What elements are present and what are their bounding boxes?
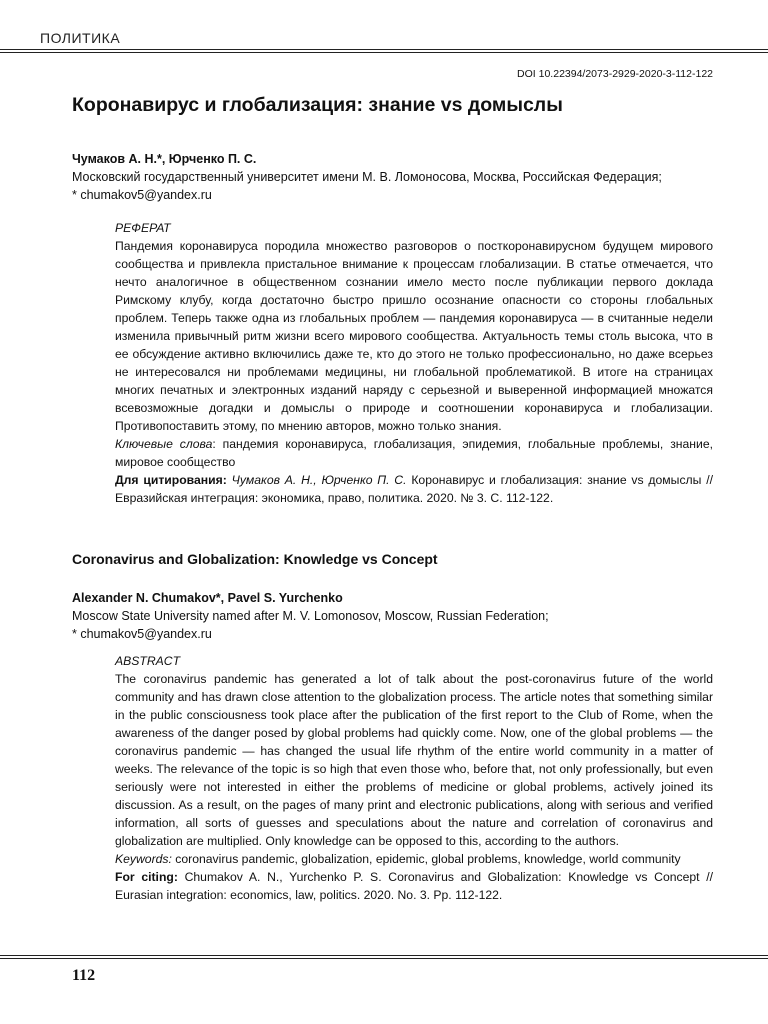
authors-ru: Чумаков А. Н.*, Юрченко П. С.: [72, 152, 257, 166]
section-label: ПОЛИТИКА: [40, 30, 121, 46]
keywords-ru: [115, 435, 713, 471]
authors-block-en: [72, 589, 713, 643]
authors-en: Alexander N. Chumakov*, Pavel S. Yurchenko: [72, 591, 343, 605]
footer-rule-secondary: [0, 958, 768, 959]
abstract-heading-ru: РЕФЕРАТ: [115, 221, 171, 235]
citation-authors-ru: Чумаков А. Н., Юрченко П. С.: [231, 473, 407, 487]
abstract-ru: [115, 219, 713, 507]
keywords-text-en: coronavirus pandemic, globalization, epidemic, global problems, knowledge, world community: [171, 852, 681, 866]
page-number: 112: [72, 967, 96, 984]
footer-rule: [0, 955, 768, 956]
keywords-text-ru: : пандемия коронавируса, глобализация, эпидемия, глобальные проблемы, знание, мировое сообщество: [115, 437, 713, 469]
header-rule-secondary: [0, 52, 768, 53]
affiliation-en: Moscow State University named after M. V. Lomonosov, Moscow, Russian Federation;: [72, 609, 549, 623]
abstract-body-ru: Пандемия коронавируса породила множество разговоров о посткоронавирусном будущем мирового сообщества и привлекла пристальное внимание к процессам глобализации. В статье отмечается, что нечто аналогичное в общественном сознании имело место после публикации первого доклада Римскому клубу, когда достаточно быстро пришло осознание опасности со стороны глобальных проблем. Теперь также одна из глобальных проблем — пандемия коронавируса — в считанные недели изменила привычный ритм жизни всего мирового сообщества. Актуальность темы столь высока, что в ее обсуждение активно включились даже те, кто до этого не только профессионально, но даже всерьез не интересовался ни проблемами медицины, ни глобальной проблематикой. В итоге на страницах многих печатных и электронных изданий наряду с серьезной и выверенной информацией множатся всевозможные догадки и домыслы о природе и соотношении коронавируса и глобализации. Противопоставить этому, по мнению авторов, можно только знания.: [115, 239, 713, 433]
abstract-en: [115, 652, 713, 904]
citation-text-ru: Коронавирус и глобализация: знание vs домыслы // Евразийская интеграция: экономика, право, политика. 2020. № 3. С. 112-122.: [115, 473, 713, 505]
affiliation-ru: Московский государственный университет имени М. В. Ломоносова, Москва, Российская Федерация;: [72, 170, 662, 184]
abstract-body-en: The coronavirus pandemic has generated a lot of talk about the post-coronavirus future of the world community and has drawn close attention to the globalization process. The article notes that something similar in the public consciousness took place after the publication of the first report to the Club of Rome, when the awareness of the danger posed by global problems had quickly come. Now, one of the global problems — the coronavirus pandemic — has changed the usual life rhythm of the entire world community in a matter of weeks. The relevance of the topic is so high that even those who, before that, not only professionally, but even seriously were not interested in either the problems of medicine or global problems, actively joined its discussion. As a result, on the pages of many print and electronic publications, along with serious and verified information, all sorts of guesses and speculations about the nature and correlation of coronavirus and globalization are multiplied. Only knowledge can be opposed to this, according to the authors.: [115, 672, 713, 848]
email-en: * chumakov5@yandex.ru: [72, 627, 212, 641]
citation-text-en: Chumakov A. N., Yurchenko P. S. Coronavirus and Globalization: Knowledge vs Concept // Eurasian integration: economics, law, politics. 2020. No. 3. Pp. 112-122.: [115, 870, 713, 902]
keywords-label-ru: Ключевые слова: [115, 437, 213, 451]
article-title-ru: Коронавирус и глобализация: знание vs домыслы: [72, 94, 563, 116]
article-title-en: Coronavirus and Globalization: Knowledge vs Concept: [72, 551, 438, 567]
header-rule: [0, 49, 768, 50]
citation-ru: [115, 471, 713, 507]
keywords-en: [115, 850, 713, 868]
doi: DOI 10.22394/2073-2929-2020-3-112-122: [517, 68, 713, 80]
authors-block-ru: [72, 150, 713, 204]
citation-label-ru: Для цитирования:: [115, 473, 227, 487]
citation-en: [115, 868, 713, 904]
email-ru: * chumakov5@yandex.ru: [72, 188, 212, 202]
citation-label-en: For citing:: [115, 870, 178, 884]
abstract-heading-en: ABSTRACT: [115, 654, 181, 668]
keywords-label-en: Keywords:: [115, 852, 172, 866]
